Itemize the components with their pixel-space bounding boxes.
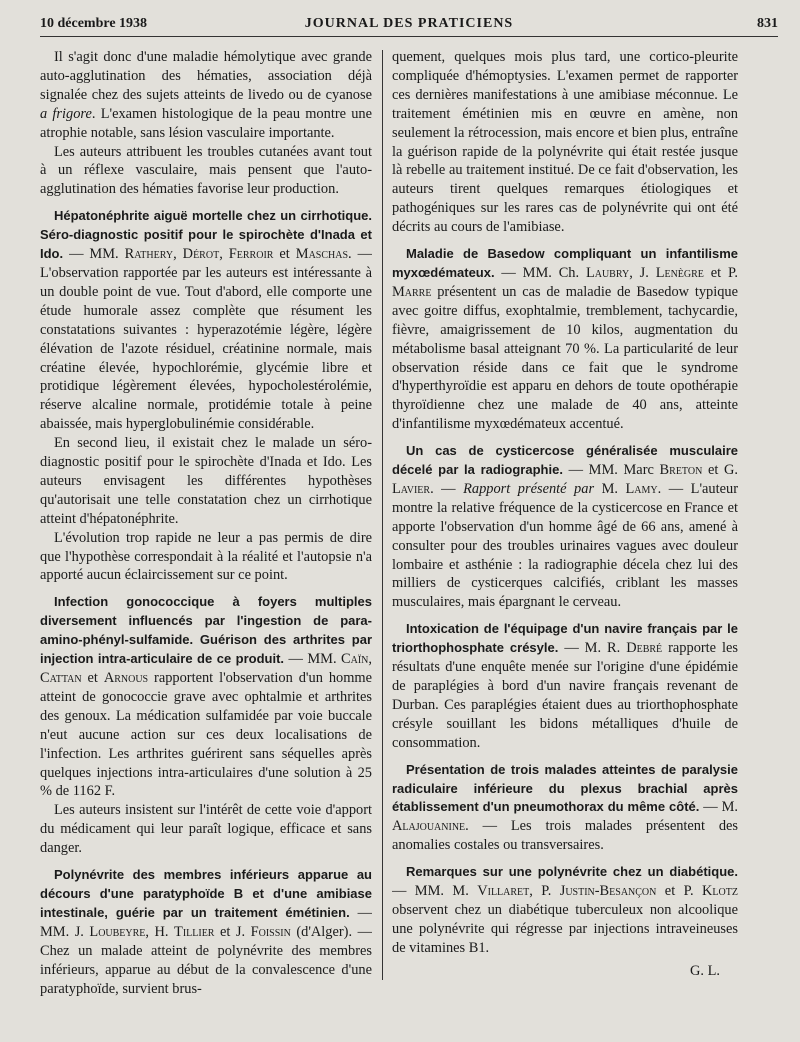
article-body: Intoxication de l'équipage d'un navire français par le triorthophosphate crésyle. — M. R. Debré rapporte les résultats d'une enquête menée sur l'origine d'une épidémie de paraplégies à bord d'un navire français revenant de Durban. Ces paraplégies étaient dues au triorthophosphate crésyle souillant les bidons métalliques d'huile de consommation.	[392, 621, 738, 751]
article-basedow	[392, 245, 738, 434]
column-divider	[382, 50, 383, 980]
article-body: Polynévrite des membres inférieurs apparue au décours d'une paratyphoïde B et d'une amibiase intestinale, guérie par un traitement émétinien. — MM. J. Loubeyre, H. Tillier et J. Foissin (d'Alger). — Chez un malade atteint de polynévrite des membres inférieurs, apparue au début de la convalescence d'une paratyphoïde, survient brus-	[40, 867, 372, 997]
intro-paragraph-2: Les auteurs attribuent les troubles cutanées avant tout à un réflexe vasculaire, mais pensent que l'auto-agglutination des hématies favorise leur production.	[40, 143, 372, 198]
page-header	[40, 14, 778, 37]
author-name: Lamy	[625, 480, 658, 497]
author-name: Justin-Besançon	[559, 883, 657, 900]
author-name: Maschas	[295, 246, 349, 263]
author-name: Lavier	[392, 480, 431, 497]
article-body: Hépatonéphrite aiguë mortelle chez un cirrhotique. Séro-diagnostic positif pour le spirochète d'Inada et Ido. — MM. Rathery, Dérot, Ferroir et Maschas. — L'observation rapportée par les auteurs est intéressante à un double point de vue. Tout d'abord, elle comporte une étude humorale assez complète que résument les constatations suivantes : hyperazotémie légère, légère élévation de l'azote résiduel, créatinine normale, mais créatine élevée, hypochlorémie, glycémie libre et protidique légèrement élevées, hypocholestérolémie, réserve alcaline normale, protidémie totale à peine abaissée, mais hyperglobulinémie considérable.	[40, 208, 372, 433]
article-continuation: quement, quelques mois plus tard, une cortico-pleurite compliquée d'hémoptysies. L'examen permet de rapporter ces dernières manifestations à une amibiase méconnue. Le traitement émétinien mis en œuvre en amène, non seulement la rétrocession, mais encore et bien plus, entraîne la guérison rapide de la polynévrite qui était restée jusque là rebelle au traitement institué. De ce fait d'observation, les auteurs tirent quelques remarques étiologiques et pathogéniques sur les rares cas de polynévrite qui ont été décrits au cours de l'amibiase.	[392, 49, 738, 236]
article-title: Polynévrite des membres inférieurs apparue au décours d'une paratyphoïde B et d'une amibiase intestinale, guérie par un traitement émétinien.	[40, 867, 372, 920]
article-title: Intoxication de l'équipage d'un navire français par le triorthophosphate crésyle.	[392, 621, 738, 656]
left-column	[40, 48, 372, 1033]
article-title: Remarques sur une polynévrite chez un diabétique.	[406, 864, 738, 880]
article-gonococcie	[40, 593, 372, 858]
author-name: Lenègre	[655, 264, 704, 281]
author-name: Caïn	[341, 651, 369, 668]
article-paragraph: Les auteurs insistent sur l'intérêt de cette voie d'apport du médicament qui leur paraît logique, efficace et sans danger.	[40, 802, 372, 857]
author-name: Villaret	[477, 883, 530, 900]
page-number: 831	[757, 16, 778, 31]
author-name: Breton	[659, 462, 703, 479]
author-name: Debré	[626, 640, 663, 657]
author-name: Cattan	[40, 670, 82, 686]
article-body: Un cas de cysticercose généralisée musculaire décelé par la radiographie. — MM. Marc Breton et G. Lavier. — Rapport présenté par M. Lamy. — L'auteur montre la relative fréquence de la cysticercose en France et apporte l'observation d'un homme âgé de 66 ans, amené à consulter pour des troubles urinaires vagues avec douleur lombaire et asthénie : la radiographie décela chez lui des milliers de cysticerques calcifiés, criblant les masses musculaires, mais épargnant le cerveau.	[392, 443, 738, 611]
article-title: Maladie de Basedow compliquant un infantilisme myxœdémateux.	[392, 246, 738, 280]
author-name: Marre	[392, 283, 432, 300]
article-body: Remarques sur une polynévrite chez un diabétique. — MM. M. Villaret, P. Justin-Besançon et P. Klotz observent chez un diabétique tuberculeux non alcoolique une polynévrite qui régresse par injections intraveineuses de vitamines B1.	[392, 864, 738, 956]
author-name: Ferroir	[228, 246, 274, 263]
journal-title: JOURNAL DES PRATICIENS	[304, 16, 514, 31]
article-paralysie-radiculaire	[392, 761, 738, 856]
article-body: Présentation de trois malades atteintes de paralysie radiculaire inférieure du plexus brachial après établissement d'un pneumothorax du même côté. — M. Alajouanine. — Les trois malades présentent des anomalies costales ou transversaires.	[392, 761, 738, 854]
author-name: Alajouanine	[392, 818, 466, 835]
author-name: Dérot	[182, 246, 220, 263]
article-title: Un cas de cysticercose généralisée musculaire décelé par la radiographie.	[392, 443, 738, 478]
article-polynevrite-paratyphoide	[40, 866, 372, 998]
author-name: Arnous	[103, 670, 149, 686]
author-name: Tillier	[174, 923, 215, 940]
article-hepatonephrite	[40, 207, 372, 585]
article-title: Présentation de trois malades atteintes de paralysie radiculaire inférieure du plexus brachial après établissement d'un pneumothorax du même côté.	[392, 761, 738, 815]
article-cysticercose	[392, 442, 738, 612]
right-column	[392, 48, 738, 1033]
author-name: Foissin	[250, 923, 291, 940]
article-body: Infection gonococcique à foyers multiples diversement influencés par l'ingestion de para-amino-phényl-sulfamide. Guérison des arthrites par injection intra-articulaire de ce produit. — MM. Caïn, Cattan et Arnous rapportent l'observation d'un homme atteint de gonococcie grave avec ophtalmie et arthrites des genoux. La médication sulfamidée par voie buccale n'eut aucune action sur ces deux localisations de l'infection. Les arthrites guérirent sans séquelles après quelques injections intra-articulaires d'une solution à 25 % de 1162 F.	[40, 594, 372, 800]
article-title: Infection gonococcique à foyers multiples diversement influencés par l'ingestion de para-amino-phényl-sulfamide. Guérison des arthrites par injection intra-articulaire de ce produit.	[40, 594, 372, 667]
intro-paragraph-1: Il s'agit donc d'une maladie hémolytique avec grande auto-agglutination des hématies, association déjà signalée chez des sujets atteints de livedo ou de cyanose a frigore. L'examen histologique de la peau montre une atrophie notable, sans lésion vasculaire importante.	[40, 49, 372, 141]
article-intoxication	[392, 620, 738, 752]
header-date: 10 décembre 1938	[40, 16, 148, 31]
author-name: Rathery	[124, 246, 174, 263]
article-polynevrite-diabetique	[392, 863, 738, 958]
author-name: Klotz	[702, 883, 738, 900]
article-paragraph: En second lieu, il existait chez le malade un séro-diagnostic positif pour le spirochète d'Inada et Ido. Les auteurs envisagent les différentes hypothèses qu'autorisait une telle constatation chez un cirrhotique atteint d'hépatonéphrite.	[40, 435, 372, 527]
author-name: Laubry	[585, 264, 630, 281]
signature: G. L.	[690, 962, 720, 979]
article-title: Hépatonéphrite aiguë mortelle chez un cirrhotique. Séro-diagnostic positif pour le spirochète d'Inada et Ido.	[40, 208, 372, 262]
article-paragraph: L'évolution trop rapide ne leur a pas permis de dire que l'hypothèse correspondait à la réalité et l'autopsie n'a apporté aucun éclaircissement sur ce point.	[40, 529, 372, 584]
author-name: Loubeyre	[89, 923, 146, 940]
article-body: Maladie de Basedow compliquant un infantilisme myxœdémateux. — MM. Ch. Laubry, J. Lenègre et P. Marre présentent un cas de maladie de Basedow typique avec goitre diffus, exophtalmie, tremblement, tachycardie, fièvre, amaigrissement de 10 kilos, augmentation du métabolisme basal atteignant 70 %. La particularité de leur observation réside dans ce fait que le syndrome d'hyperthyroïdie est apparu en dehors de toute opothérapie thyroïdienne chez une malade de 40 ans, atteinte d'infantilisme myxœdémateux accentué.	[392, 246, 738, 433]
